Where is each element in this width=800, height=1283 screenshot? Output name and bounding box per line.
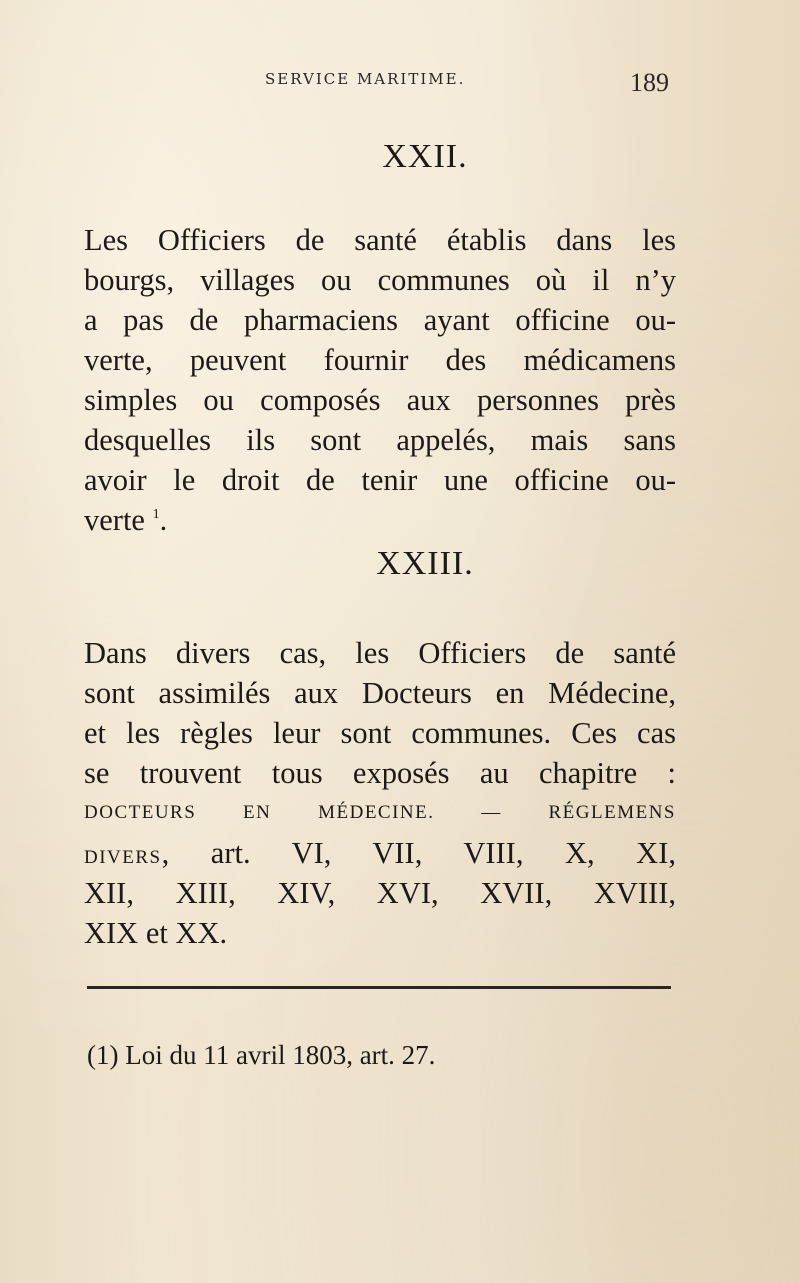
text-line: et les règles leur sont communes. Ces cas [84, 716, 676, 750]
text-line: XII, XIII, XIV, XVI, XVII, XVIII, [84, 876, 676, 910]
small-caps-line: DOCTEURS EN MÉDECINE. — RÉGLEMENS [84, 802, 676, 823]
page-number: 189 [630, 68, 669, 97]
footnote-rule [87, 986, 671, 989]
text-line: sont assimilés aux Docteurs en Médecine, [84, 676, 676, 710]
text-line: desquelles ils sont appelés, mais sans [84, 423, 676, 457]
small-caps-word: DIVERS [84, 847, 162, 868]
text-line: Les Officiers de santé établis dans les [84, 223, 676, 257]
text-line: bourgs, villages ou communes où il n’y [84, 263, 676, 297]
text-line: verte, peuvent fournir des médicamens [84, 343, 676, 377]
running-head: SERVICE MARITIME. [265, 70, 466, 88]
section-heading: XXIII. [376, 545, 474, 582]
paragraph [84, 633, 676, 953]
text-line: Dans divers cas, les Officiers de santé [84, 636, 676, 670]
text-line [84, 833, 676, 873]
text-line: a pas de pharmaciens ayant officine ou- [84, 303, 676, 337]
text-fragment: , art. VI, VII, VIII, X, XI, [161, 836, 676, 870]
text-line: se trouvent tous exposés au chapitre : [84, 756, 676, 790]
section-heading: XXII. [382, 138, 468, 175]
text-line: simples ou composés aux personnes près [84, 383, 676, 417]
paragraph [84, 220, 676, 540]
text-fragment: verte [84, 503, 145, 537]
footnote: (1) Loi du 11 avril 1803, art. 27. [87, 1040, 436, 1070]
text-line [84, 500, 676, 540]
text-fragment: . [159, 503, 168, 537]
footnote-reference: 1 [152, 507, 160, 522]
text-line: avoir le droit de tenir une officine ou- [84, 463, 676, 497]
text-line: XIX et XX. [84, 916, 228, 950]
